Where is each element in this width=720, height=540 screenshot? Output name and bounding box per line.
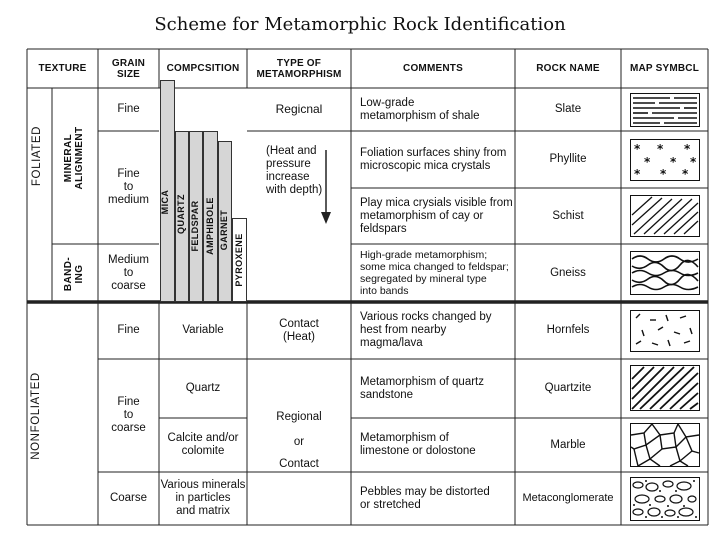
rock-quartzite: Quartzite: [544, 382, 592, 394]
svg-text:*: *: [690, 155, 697, 169]
composition-metaconglomerate: Various minerals in particles and matrix: [160, 479, 246, 517]
rock-slate: Slate: [554, 103, 582, 115]
texture-banding: BAND- ING: [63, 256, 85, 292]
svg-text:*: *: [657, 142, 664, 156]
mineral-garnet: GARNET: [219, 209, 229, 251]
svg-text:*: *: [670, 155, 677, 169]
rock-gneiss: Gneiss: [550, 266, 586, 279]
mineral-feldspar: FELDSPAR: [190, 200, 200, 252]
symbol-slate: [630, 93, 700, 127]
mineral-mica: MICA: [160, 189, 170, 215]
rock-schist: Schist: [552, 209, 584, 222]
header-type: TYPE OF METAMORPHISM: [256, 57, 342, 80]
type-or: or: [293, 435, 305, 448]
header-texture: TEXTURE: [38, 63, 87, 74]
grain-quartzite-marble: Fine to coarse: [111, 396, 146, 434]
composition-quartzite: Quartz: [185, 382, 221, 394]
mineral-amphibole: AMPHIBOLE: [205, 197, 215, 255]
grain-metaconglomerate: Coarse: [109, 492, 148, 504]
svg-text:*: *: [634, 167, 641, 181]
type-contact-heat: Contact (Heat): [279, 317, 319, 343]
texture-nonfoliated: NONFOLIATED: [30, 372, 42, 460]
symbol-metaconglomerate: [630, 477, 700, 521]
header-grain-size: GRAIN SIZE: [111, 57, 146, 80]
type-regional: Regicnal: [275, 102, 323, 116]
comment-metaconglomerate: Pebbles may be distorted or stretched: [360, 485, 490, 511]
symbol-phyllite: [630, 139, 700, 181]
mineral-quartz: QUARTZ: [176, 194, 186, 234]
grain-gneiss: Medium to coarse: [108, 253, 149, 292]
comment-marble: Metamorphism of limestone or dolostone: [360, 432, 476, 457]
type-contact: Contact: [279, 457, 319, 470]
svg-text:*: *: [644, 155, 651, 169]
svg-text:*: *: [682, 167, 689, 181]
rock-marble: Marble: [550, 438, 586, 451]
comment-slate: Low-grade metamorphism of shale: [360, 96, 480, 122]
comment-gneiss: High-grade metamorphism; some mica changed to feldspar; segregated by mineral type into bands: [360, 249, 509, 297]
texture-foliated: FOLIATED: [31, 125, 43, 187]
symbol-marble: [630, 423, 700, 467]
rock-metaconglomerate: Metaconglomerate: [522, 492, 614, 504]
symbol-hornfels: [630, 310, 700, 352]
header-composition: COMPCSITION: [166, 63, 240, 74]
type-regional-nf: Regional: [276, 410, 322, 423]
grain-slate: Fine: [117, 103, 140, 115]
grain-phyllite-schist: Fine to medium: [108, 168, 149, 206]
comment-phyllite: Foliation surfaces shiny from microscopic mica crystals: [360, 146, 507, 172]
comment-quartzite: Metamorphism of quartz sandstone: [360, 375, 484, 401]
texture-mineral-alignment: MINERAL ALIGNMENT: [63, 126, 85, 190]
svg-text:*: *: [660, 167, 667, 181]
rock-hornfels: Hornfels: [546, 324, 590, 336]
composition-hornfels: Variable: [182, 324, 224, 336]
header-rock-name: ROCK NAME: [536, 63, 600, 74]
symbol-gneiss: [630, 251, 700, 295]
mineral-pyroxene: PYROXENE: [234, 233, 244, 287]
composition-marble: Calcite and/or colomite: [167, 432, 239, 457]
header-map-symbol: MAP SYMBCL: [629, 63, 700, 74]
type-heat-note: (Heat and pressure increase with depth): [266, 145, 323, 196]
header-comments: COMMENTS: [403, 63, 463, 74]
comment-schist: Play mica crysials visible from metamorphism of cay or feldspars: [360, 196, 513, 235]
svg-text:*: *: [634, 142, 641, 156]
symbol-quartzite: [630, 365, 700, 411]
rock-phyllite: Phyllite: [549, 153, 587, 165]
page-title: Scheme for Metamorphic Rock Identification: [154, 14, 566, 35]
symbol-schist: [630, 195, 700, 237]
grain-hornfels: Fine: [117, 324, 140, 336]
svg-text:*: *: [684, 142, 691, 156]
comment-hornfels: Various rocks changed by hest from nearby magma/lava: [360, 311, 492, 349]
